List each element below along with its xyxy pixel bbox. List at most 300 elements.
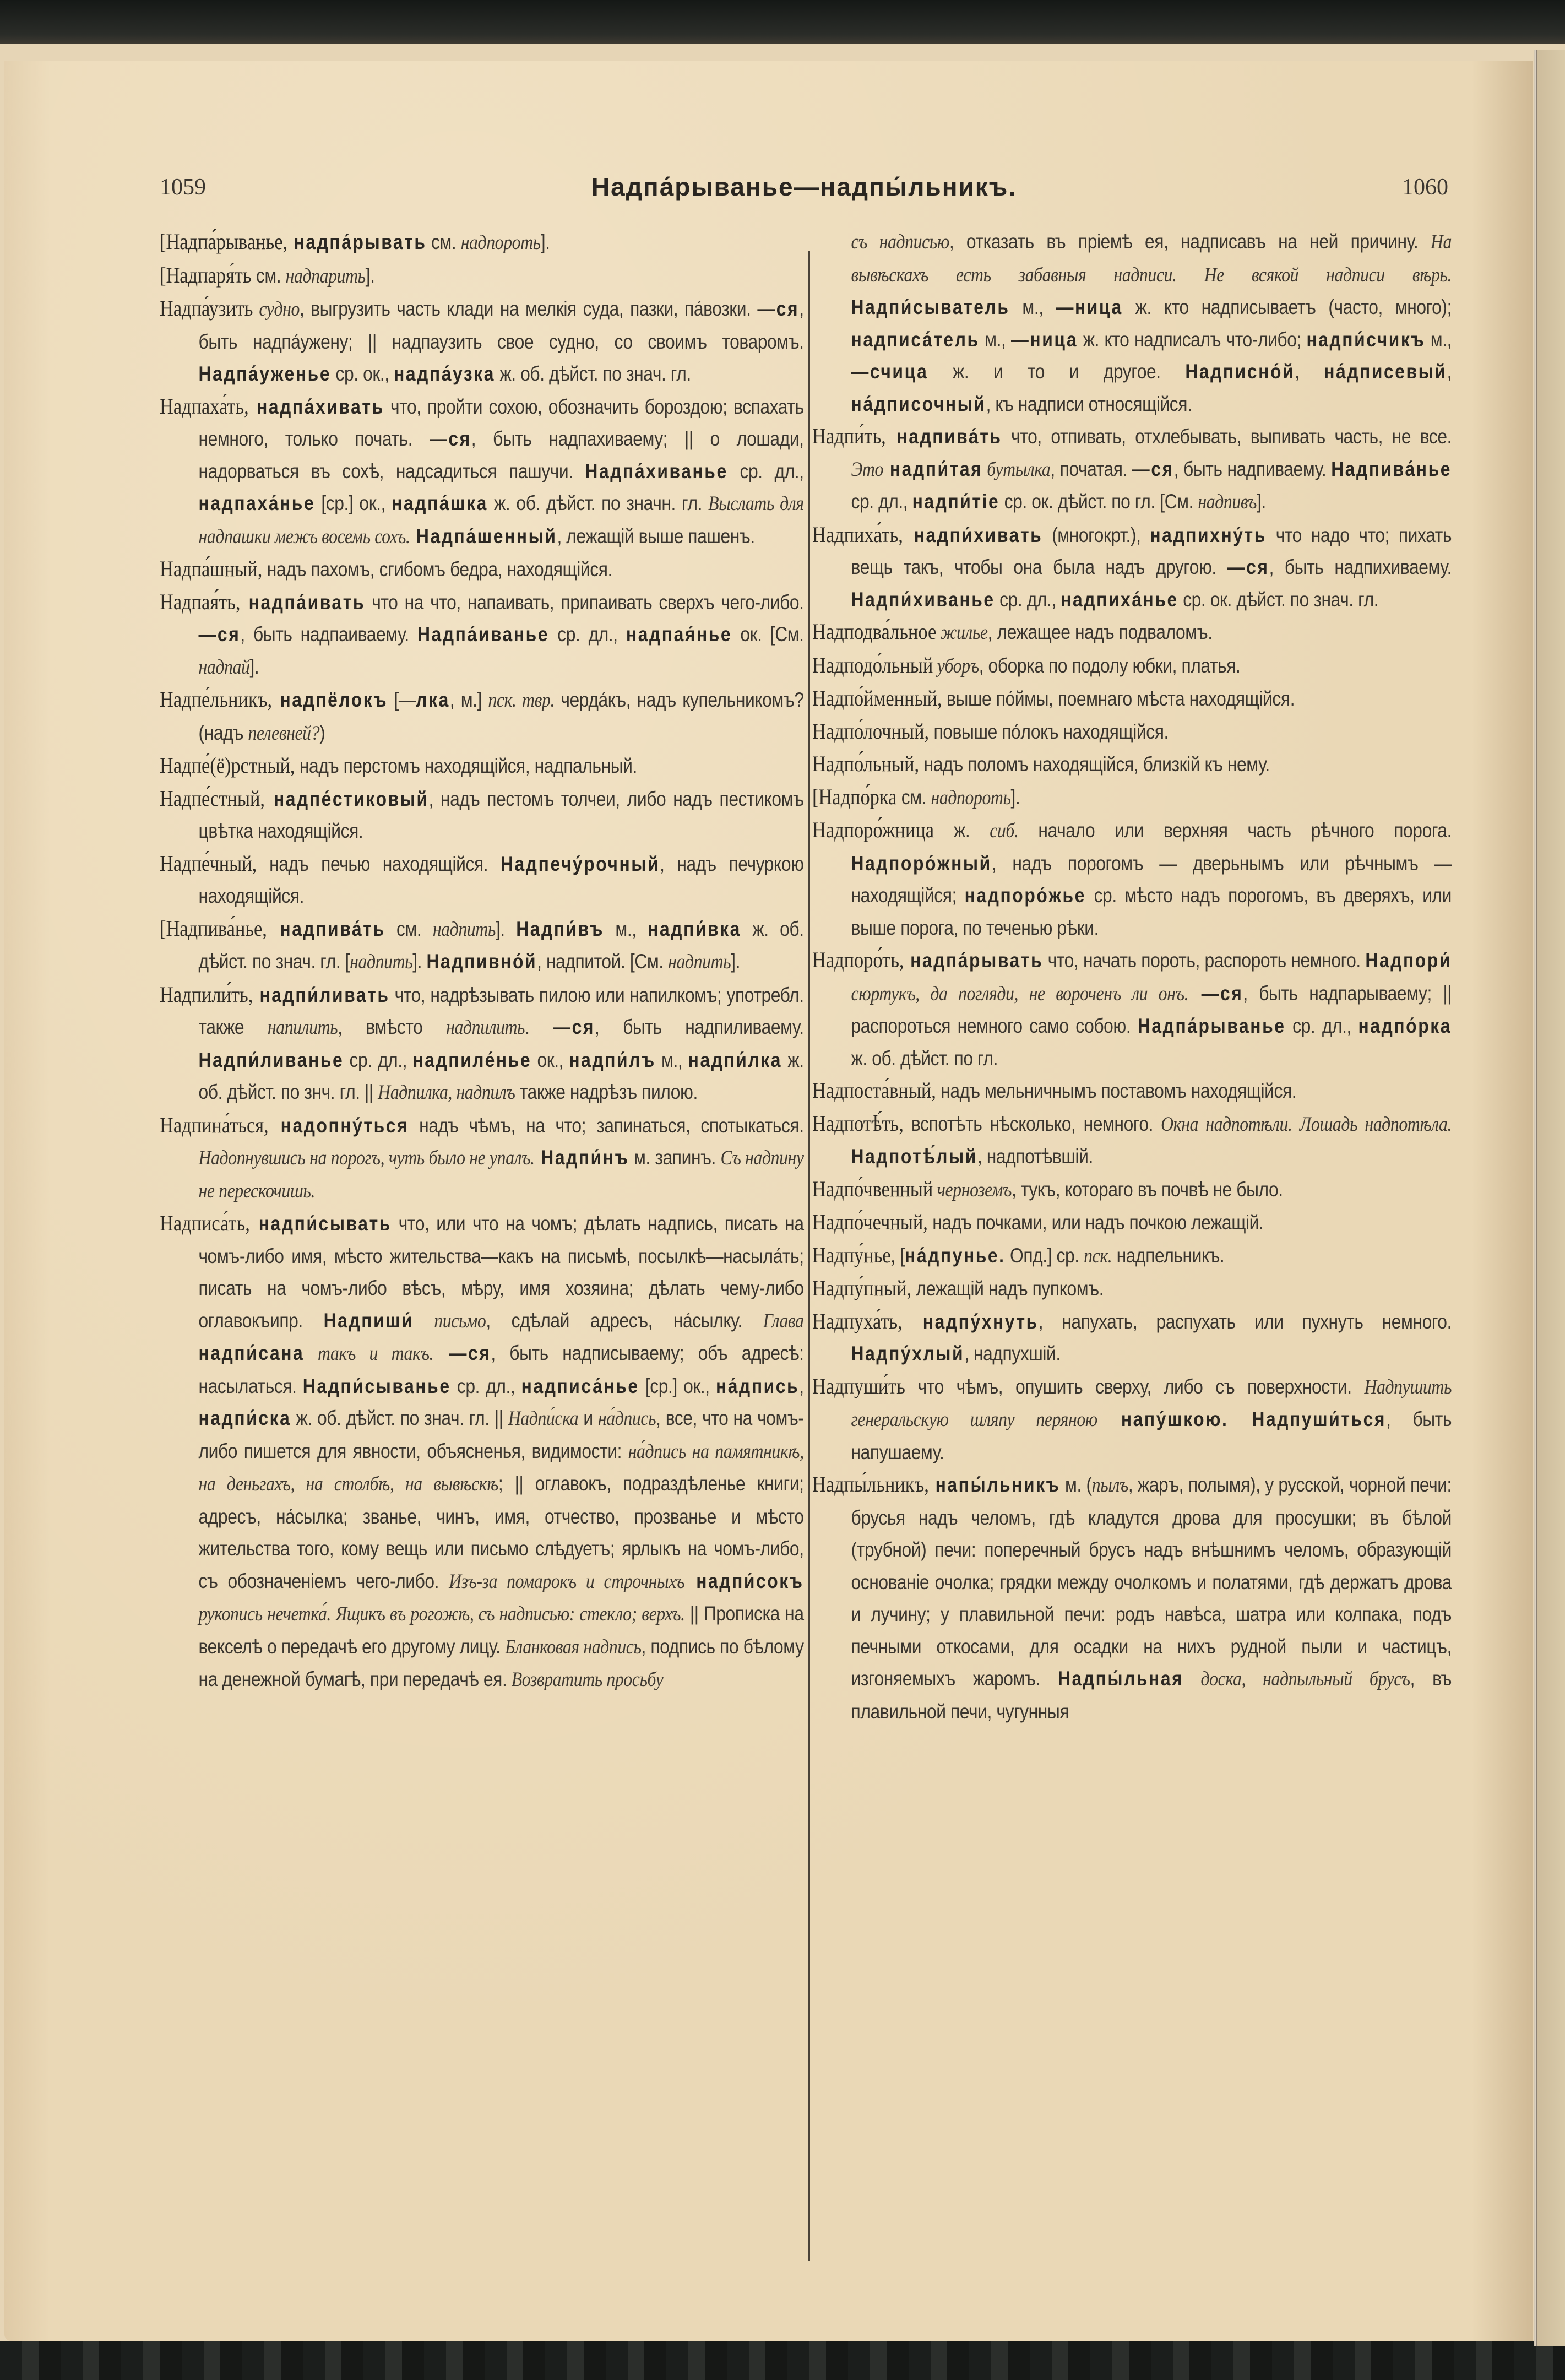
italic-example: Бланковая надпись xyxy=(505,1635,642,1658)
dictionary-entry xyxy=(160,913,804,979)
definition-text: , подпись по бѣлому на денежной бумагѣ, при передачѣ ея. xyxy=(198,1635,804,1690)
entry-headword: Надподва́льное xyxy=(812,619,937,644)
bold-form: надписа́тель xyxy=(851,328,980,351)
bold-form: напы́льникъ xyxy=(928,1473,1061,1496)
definition-text: м., xyxy=(655,1048,688,1071)
bold-form: надпа́шка xyxy=(392,492,488,514)
definition-text: надъ печью находящійся. xyxy=(257,852,501,875)
bold-form: надпи́тіе xyxy=(912,490,1000,513)
italic-example: судно xyxy=(253,298,300,321)
definition-text: ж. об. дѣйст. по знач. гл. [ xyxy=(198,917,804,973)
italic-example: Выслать для надпашки межъ восемь сохъ. xyxy=(198,492,804,548)
dictionary-entry xyxy=(812,649,1452,683)
bold-form: надопну́ться xyxy=(268,1114,409,1137)
bold-form: надписа́нье xyxy=(521,1374,639,1397)
bold-form: надпу́хнуть xyxy=(902,1310,1039,1333)
definition-text: начало или верхняя часть рѣчного порога. xyxy=(1018,819,1452,842)
entry-headword: [Надпаря́ть xyxy=(160,262,252,288)
bold-form: надпо́рка xyxy=(1358,1015,1452,1037)
entry-headword: Надписа́ть, xyxy=(160,1211,250,1235)
page-number-left: 1059 xyxy=(160,175,206,200)
italic-example: надпить xyxy=(432,918,496,941)
definition-text: что, начать пороть, распороть немного. xyxy=(1043,949,1366,972)
italic-example: Надпилка, надпилъ xyxy=(378,1081,515,1104)
entry-headword: [Надпо́рка xyxy=(812,784,897,809)
italic-example: сиб. xyxy=(990,820,1019,842)
definition-text: см. xyxy=(896,785,931,809)
bold-form: надпа́рывать xyxy=(287,231,427,253)
bold-form: надпи́лка xyxy=(688,1048,782,1071)
dictionary-entry xyxy=(812,682,1452,715)
definition-text: надъ перстомъ находящійся, надпальный. xyxy=(295,755,637,777)
italic-example: уборъ xyxy=(933,654,979,677)
bold-form: Надпоро́жный xyxy=(851,852,992,875)
definition-text: , быть напушаему. xyxy=(851,1408,1452,1463)
definition-text: надпельникъ. xyxy=(1112,1244,1225,1267)
dictionary-entry xyxy=(160,226,804,259)
definition-text: ]. xyxy=(365,264,375,287)
bold-form: Надпотѣ́лый xyxy=(851,1145,977,1168)
bold-form: Надпиши́ xyxy=(323,1309,414,1332)
bold-form: надпи́тая xyxy=(883,457,983,480)
definition-text: , надпотѣвшій. xyxy=(977,1145,1093,1168)
definition-text: ок. [См. xyxy=(732,623,804,646)
entry-headword: Надпуши́ть xyxy=(812,1373,905,1398)
definition-text: см. xyxy=(426,231,461,253)
italic-example: съ надписью xyxy=(851,231,949,253)
bold-form: надпива́ть xyxy=(885,425,1002,448)
entry-headword: Надпотѣ́ть, xyxy=(812,1110,904,1136)
definition-text: надъ пахомъ, сгибомъ бедра, находящійся. xyxy=(262,558,612,581)
definition-text: , лежащее надъ подваломъ. xyxy=(987,621,1213,643)
italic-example: надпить xyxy=(668,951,731,973)
dictionary-entry xyxy=(812,420,1452,519)
bold-form: на́дписевый xyxy=(1324,360,1447,383)
definition-text: ср. мѣсто надъ порогомъ, въ дверяхъ, или выше порога, по теченью рѣки. xyxy=(851,884,1452,939)
definition-text: ср. дл., xyxy=(344,1048,413,1071)
bold-form: Надпи́сыватель xyxy=(851,296,1010,318)
definition-text: м., xyxy=(604,917,648,940)
italic-example: надпороть xyxy=(931,786,1011,809)
italic-example: жилье xyxy=(936,621,988,644)
entry-headword: Надпу́нье, xyxy=(812,1242,896,1267)
italic-example: надпилить xyxy=(446,1016,525,1039)
italic-example: Окна надпотѣли. Лошадь надпотѣла. xyxy=(1161,1113,1452,1136)
definition-text: повыше по́локъ находящійся. xyxy=(929,720,1169,743)
definition-text: вспотѣть нѣсколько, немного. xyxy=(903,1112,1161,1135)
bold-form: надпоро́жье xyxy=(964,884,1086,907)
entry-headword: Надпа́узить xyxy=(160,296,253,321)
definition-text: , отказать въ пріемѣ ея, надписавъ на ней причину. xyxy=(949,230,1431,253)
bold-form: надпихну́ть xyxy=(1150,523,1267,546)
definition-text: ; || оглавокъ, подраздѣленье книги; адресъ, на́сылка; званье, чинъ, имя, отчество, прозванье и мѣсто жительства того, кому вещь или письмо слѣдуетъ; ярлыкъ на чомъ-либо, съ обозначеніемъ чего-либо. xyxy=(198,1472,804,1592)
italic-example: На вывѣскахъ есть забавныя надписи. Не всякой надписи вѣрь. xyxy=(851,231,1452,286)
bold-form: напу́шкою. xyxy=(1097,1408,1229,1430)
bold-form: —счица xyxy=(851,360,928,383)
definition-text: , быть надпахиваему; || о лошади, надорваться въ сохѣ, надсадиться пашучи. xyxy=(198,427,804,482)
bold-form: Надпа́рыванье xyxy=(1137,1015,1286,1037)
bold-form: Надпа́иванье xyxy=(417,623,550,646)
definition-text: м., xyxy=(979,328,1012,351)
italic-example: надпороть xyxy=(460,231,541,254)
definition-text: , сдѣлай адресъ, на́сылку. xyxy=(486,1309,763,1332)
definition-text: ]. xyxy=(495,917,517,940)
definition-text: м. ( xyxy=(1060,1473,1092,1496)
entry-headword: Надпа́шный, xyxy=(160,556,263,581)
bold-form: на́дпунье. xyxy=(905,1244,1006,1267)
definition-text: м. запинъ. xyxy=(629,1146,721,1169)
definition-text: что, отпивать, отхлебывать, выпивать часть, не все. xyxy=(1002,425,1452,448)
definition-text: ]. xyxy=(412,950,427,973)
italic-example: сюртукъ, да погляди, не вороченъ ли онъ. xyxy=(851,982,1189,1005)
bold-form: надпива́ть xyxy=(267,917,385,940)
dictionary-entry xyxy=(812,519,1452,616)
italic-example: доска, надпыльный брусъ xyxy=(1183,1668,1410,1690)
definition-text: ж. об. дѣйст. по знач. гл. xyxy=(495,362,691,385)
definition-text: ср. дл., xyxy=(851,490,912,513)
definition-text: что на что, напаивать, припаивать сверхъ чего-либо. xyxy=(365,590,804,614)
dictionary-entry xyxy=(812,1239,1452,1273)
definition-text: ср. дл., xyxy=(1285,1015,1358,1037)
definition-text: , быть надпиваему. xyxy=(1173,457,1332,480)
bold-form: Надпы́льная xyxy=(1057,1667,1184,1690)
bold-form: Надписно́й xyxy=(1185,360,1295,383)
definition-text: ср. ок., xyxy=(331,362,394,385)
scan-background-top xyxy=(0,0,1565,50)
definition-text: , быть надпаиваему. xyxy=(240,623,418,646)
scan-background-bottom xyxy=(0,2341,1565,2380)
italic-example: Изъ-за помарокъ и строчныхъ xyxy=(449,1570,685,1593)
definition-text: см. xyxy=(385,917,433,940)
italic-example: письмо xyxy=(414,1309,486,1332)
bold-form: —ся xyxy=(757,297,800,320)
definition-text: . xyxy=(525,1016,553,1038)
italic-example: надпить xyxy=(350,951,413,973)
bold-form: надпи́хивать xyxy=(903,523,1043,546)
definition-text: (многокрт.), xyxy=(1042,523,1150,546)
italic-example: рукопись нечетка́. Ящикъ въ рогожѣ, съ надписью: стекло; верхъ. xyxy=(198,1603,685,1625)
definition-text: что надо что; пихать вещь такъ, чтобы она была надъ другою. xyxy=(851,523,1452,578)
definition-text: что, надрѣзывать пилою или напилкомъ; употребл. также xyxy=(198,983,804,1038)
definition-text: , быть надпарываему; || распороться немного само собою. xyxy=(851,982,1452,1037)
dictionary-entry xyxy=(160,1109,804,1208)
bold-form: лка xyxy=(416,688,450,711)
entry-headword: Надпиха́ть, xyxy=(812,522,903,547)
bold-form: надпая́нье xyxy=(626,623,732,646)
definition-text: ]. xyxy=(249,655,259,678)
dictionary-entry xyxy=(160,391,804,554)
definition-text: что, или что на чомъ; дѣлать надпись, писать на чомъ-либо имя, мѣсто жительства—какъ на письмѣ, посылкѣ—насыла́ть; писать на чомъ-либо вѣсъ, мѣру, имя хозяина; дѣлать чему-либо оглавокъипр. xyxy=(198,1212,804,1332)
definition-text: ж. кто надписываетъ (часто, много); xyxy=(1122,296,1452,318)
italic-example: Надпи́ска xyxy=(508,1407,579,1430)
italic-example: пск. xyxy=(1084,1244,1112,1267)
definition-text: , быть надпиливаему. xyxy=(595,1016,804,1038)
bold-form: Надпа́шенный xyxy=(410,524,557,547)
definition-text: лежащій надъ пупкомъ. xyxy=(911,1277,1104,1300)
definition-text: также надрѣзъ пилою. xyxy=(515,1081,698,1103)
dictionary-entry xyxy=(812,1173,1452,1207)
bold-form: Надпи́сыванье xyxy=(302,1374,451,1397)
dictionary-entry xyxy=(812,1108,1452,1173)
definition-text: см. xyxy=(251,264,286,287)
definition-text: , xyxy=(1295,360,1324,383)
definition-text: , початая. xyxy=(1050,457,1132,480)
definition-text: , къ надписи относящійся. xyxy=(986,392,1192,415)
bold-form: Надпи́нъ xyxy=(534,1146,629,1169)
definition-text: ]. xyxy=(540,231,550,253)
definition-text: и xyxy=(578,1407,598,1429)
bold-form: Надпивно́й xyxy=(426,950,537,973)
bold-form: надпиле́нье xyxy=(412,1048,532,1071)
definition-text: ]. xyxy=(1010,785,1020,809)
bold-form: Надпива́нье xyxy=(1331,457,1452,480)
bold-form: на́дписочный xyxy=(851,392,986,415)
definition-text: ср. дл., xyxy=(995,588,1061,611)
bold-form: надпиха́нье xyxy=(1061,588,1178,611)
definition-text: , тукъ, котораго въ почвѣ не было. xyxy=(1012,1178,1283,1201)
definition-text: , въ плавильной печи, чугунныя xyxy=(851,1667,1452,1723)
bold-form: —ся xyxy=(1227,556,1269,578)
entry-headword: Надпина́ться, xyxy=(160,1112,269,1137)
dictionary-entry xyxy=(160,684,804,750)
definition-text: ок., xyxy=(531,1048,569,1071)
italic-example: пылъ xyxy=(1091,1474,1128,1497)
entry-headword: Надпуха́ть, xyxy=(812,1308,903,1333)
italic-example: надпивъ xyxy=(1198,491,1257,513)
definition-text: , все, что на чомъ-либо пишется для явности, объясненья, видимости: xyxy=(198,1407,804,1462)
bold-form: Надпечу́рочный xyxy=(500,852,660,875)
entry-headword: Надпе́стный, xyxy=(160,785,265,811)
definition-text: [ср.] ок., xyxy=(315,492,392,514)
definition-text: , быть надпа́уженy; || надпаузить свое судно, со своимъ товаромъ. xyxy=(198,297,804,353)
entry-headword: Надпо́йменный, xyxy=(812,686,942,711)
italic-example: на́дпись на памятникѣ, на деньгахъ, на столбѣ, на вывѣскѣ xyxy=(198,1440,804,1495)
bold-form: —ся xyxy=(433,1342,491,1364)
dictionary-entry xyxy=(160,259,804,293)
definition-text: выше по́ймы, поемнаго мѣста находящійся. xyxy=(942,687,1295,710)
italic-example: Глава xyxy=(763,1309,804,1332)
italic-example: на́дпись xyxy=(597,1407,656,1430)
bold-form: Надпи́ливанье xyxy=(198,1048,344,1071)
italic-example: пск. твр. xyxy=(488,689,555,712)
dictionary-entry xyxy=(812,226,1452,420)
bold-form: надпа́ивать xyxy=(240,590,366,614)
definition-text: , лежащій выше пашенъ. xyxy=(557,524,755,547)
definition-text: , м.] xyxy=(449,688,488,711)
bold-form: надпи́ска xyxy=(198,1407,291,1429)
entry-headword: Надпоро́ть, xyxy=(812,947,904,972)
definition-text: черда́къ, надъ купельникомъ? (надъ xyxy=(198,688,804,744)
entry-headword: Надпо́льный, xyxy=(812,751,920,776)
definition-text: м., xyxy=(1009,296,1056,318)
definition-text: ]. xyxy=(731,950,740,973)
definition-text: ]. xyxy=(1256,490,1266,513)
entry-headword: [Надпа́рыванье, xyxy=(160,229,288,254)
bold-form: Надпи́хиванье xyxy=(851,588,995,611)
page-gutter xyxy=(1534,50,1537,2346)
definition-text: надъ почками, или надъ почкою лежащій. xyxy=(927,1211,1264,1234)
definition-text: , оборка по подолу юбки, платья. xyxy=(979,654,1241,677)
dictionary-entry xyxy=(160,783,804,848)
italic-example: Это xyxy=(851,458,883,481)
definition-text: , быть надпихиваему. xyxy=(1269,556,1452,578)
definition-text: , надпухшій. xyxy=(964,1342,1061,1365)
italic-example: Возвратить просьбу xyxy=(511,1668,664,1691)
definition-text: , жаръ, полымя), у русской, чорной печи: брусья надъ челомъ, гдѣ кладутся дрова для просушки; въ бѣлой (трубной) печи: поперечный брусъ надъ внѣшнимъ челомъ, образующій основаніе очолка; грядки между очолкомъ и полатями, гдѣ держатъ дрова и лучину; у плавильной печи: родъ навѣса, шатра или колпака, подъ печными откосами, для осадки на нихъ рудной пыли и частицъ, изгоняемыхъ жаромъ. xyxy=(851,1473,1452,1690)
bold-form: —ся xyxy=(1132,457,1174,480)
definition-text: , надпитой. [См. xyxy=(537,950,669,973)
definition-text: Опд.] ср. xyxy=(1005,1244,1084,1267)
dictionary-entry xyxy=(812,781,1452,815)
entry-headword: Надпе́чный, xyxy=(160,850,257,876)
bold-form: надпёлокъ xyxy=(272,688,388,711)
running-title: Надпа́рыванье—надпы́льникъ. xyxy=(591,172,1017,201)
dictionary-entry xyxy=(160,553,804,586)
definition-text: [ср.] ок., xyxy=(639,1374,716,1397)
definition-text: [ xyxy=(895,1244,905,1267)
italic-example: надпарить xyxy=(285,264,366,288)
bold-form: надпаха́нье xyxy=(198,492,316,514)
definition-text: надъ чѣмъ, на что; запинаться, спотыкаться. xyxy=(409,1114,804,1137)
column-divider xyxy=(808,251,810,2261)
entry-headword: Надпе́(ё)рстный, xyxy=(160,753,295,778)
definition-text: , надъ порогомъ — дверьнымъ или рѣчнымъ — находящійся; xyxy=(851,852,1452,907)
italic-example: черноземъ xyxy=(933,1178,1012,1201)
bold-form: надпи́сывать xyxy=(249,1212,392,1235)
definition-text: что чѣмъ, опушить сверху, либо съ поверхности. xyxy=(905,1375,1365,1398)
italic-example: надпай xyxy=(198,655,250,679)
entry-headword: Надпо́чечный, xyxy=(812,1210,928,1234)
definition-text: ср. ок. дѣйст. по знач. гл. xyxy=(1178,588,1379,611)
bold-form: на́дпись xyxy=(715,1374,800,1397)
italic-example: Надпушить генеральскую шляпу перяною xyxy=(851,1375,1452,1431)
dictionary-entry xyxy=(812,748,1452,781)
definition-text: , вмѣсто xyxy=(338,1016,447,1038)
definition-text: , надъ пестомъ толчеи, либо надъ пестикомъ цвѣтка находящійся. xyxy=(198,787,804,842)
dictionary-entry xyxy=(160,979,804,1109)
italic-example: Съ надпину не перескочишь. xyxy=(198,1147,804,1202)
bold-form: надпи́сана xyxy=(198,1342,305,1364)
bold-form: Надпа́хиванье xyxy=(585,459,728,482)
bold-form: Надпори́ xyxy=(1365,949,1452,972)
dictionary-entry xyxy=(812,1206,1452,1239)
entry-headword: Надпоро́жница xyxy=(812,817,934,842)
entry-headword: Надпая́ть, xyxy=(160,589,241,614)
bold-form: надпи́лъ xyxy=(569,1048,656,1071)
dictionary-entry xyxy=(812,1370,1452,1469)
entry-headword: Надпу́пный, xyxy=(812,1276,912,1300)
dictionary-entry xyxy=(812,1272,1452,1305)
dictionary-entry xyxy=(812,814,1452,944)
dictionary-entry xyxy=(812,1305,1452,1370)
bold-form: Надпа́уженье xyxy=(198,362,332,385)
entry-headword: Надпи́ть, xyxy=(812,424,886,448)
entry-headword: Надпоста́вный, xyxy=(812,1078,936,1103)
entry-headword: Надпо́лочный, xyxy=(812,718,930,744)
definition-text: || Прописка на векселѣ о передачѣ его другому лицу. xyxy=(198,1602,804,1658)
bold-form: надпа́узка xyxy=(394,362,496,385)
definition-text: ж. кто надписалъ что-либо; xyxy=(1078,328,1307,351)
definition-text: ж. и то и другое. xyxy=(928,360,1186,383)
definition-text: ж. об. дѣйст. по значн. гл. xyxy=(487,492,709,514)
bold-form: —ница xyxy=(1056,296,1123,318)
definition-text: , xyxy=(1447,360,1452,383)
bold-form: —ница xyxy=(1011,328,1078,351)
definition-text: ) xyxy=(319,721,325,744)
italic-example: Надопнувшись на порогъ, чуть было не упалъ. xyxy=(198,1147,535,1169)
page-header xyxy=(160,172,1448,205)
bold-form: Надпу́хлый xyxy=(851,1342,965,1365)
bold-form: надпи́ливать xyxy=(253,983,390,1006)
definition-text: ж. об. дѣйст. по знч. гл. || xyxy=(198,1048,804,1103)
definition-text: , xyxy=(799,1374,804,1397)
entry-headword: [Надпива́нье, xyxy=(160,915,267,941)
definition-text: надъ мельничнымъ поставомъ находящійся. xyxy=(936,1080,1297,1102)
right-column xyxy=(812,226,1452,1728)
entry-headword: Надподо́льный xyxy=(812,652,933,677)
definition-text: надъ поломъ находящійся, близкій къ нему. xyxy=(919,753,1270,776)
bold-form: —ся xyxy=(553,1016,595,1038)
bold-form: надпи́сокъ xyxy=(684,1569,804,1592)
bold-form: надпа́рывать xyxy=(904,949,1044,972)
dictionary-entry xyxy=(160,848,804,913)
definition-text: , быть надписываему; объ адресѣ: насылаться. xyxy=(198,1342,804,1397)
definition-text: , надъ печуркою находящійся. xyxy=(198,852,804,907)
dictionary-entry xyxy=(160,586,804,684)
italic-example: пелевней? xyxy=(248,722,320,745)
entry-headword: Надпы́льникъ, xyxy=(812,1472,929,1497)
definition-text: м., xyxy=(1425,328,1452,351)
bold-form: надпи́счикъ xyxy=(1306,328,1426,351)
definition-text: ср. дл., xyxy=(549,623,626,646)
dictionary-entry xyxy=(812,616,1452,649)
definition-text: ж. об. дѣйст. по гл. xyxy=(851,1047,998,1070)
definition-text: ср. ок. дѣйст. по гл. [См. xyxy=(999,490,1198,513)
dictionary-entry xyxy=(160,750,804,783)
definition-text: ср. дл., xyxy=(727,459,804,482)
bold-form: надпи́вка xyxy=(648,917,741,940)
definition-text: [— xyxy=(388,688,416,711)
dictionary-entry xyxy=(812,1075,1452,1108)
dictionary-entry xyxy=(160,292,804,391)
bold-form: Надпи́въ xyxy=(516,917,604,940)
dictionary-entry xyxy=(812,1468,1452,1728)
dictionary-entry xyxy=(812,715,1452,749)
entry-headword: Надпо́чвенный xyxy=(812,1176,933,1201)
italic-example: такъ и такъ. xyxy=(304,1342,434,1365)
left-column xyxy=(160,226,804,1696)
bold-form: Надпуши́ться xyxy=(1228,1408,1387,1430)
entry-headword: Надпили́ть, xyxy=(160,982,253,1007)
definition-text: ср. дл., xyxy=(450,1374,521,1397)
bold-form: надпа́хивать xyxy=(248,395,384,418)
definition-text: ж. об. дѣйст. по знач. гл. || xyxy=(291,1407,508,1429)
definition-text: , выгрузить часть клади на мелкія суда, пазки, па́возки. xyxy=(299,297,758,320)
next-page-edge xyxy=(1537,50,1565,2346)
entry-headword: Надпаха́ть, xyxy=(160,393,249,419)
bold-form: —ся xyxy=(198,623,241,646)
dictionary-entry xyxy=(160,1207,804,1696)
definition-text: что, пройти сохою, обозначить бороздою; вспахать немного, только почать. xyxy=(198,395,804,450)
definition-text: , напухать, распухать или пухнуть немного. xyxy=(1038,1310,1452,1333)
definition-text: ж. xyxy=(934,819,990,842)
italic-example: бутылка xyxy=(982,458,1051,481)
dictionary-entry xyxy=(812,944,1452,1075)
bold-form: —ся xyxy=(1188,982,1243,1005)
bold-form: —ся xyxy=(429,427,471,450)
bold-form: надпе́стиковый xyxy=(264,787,429,810)
page-number-right: 1060 xyxy=(1402,175,1448,200)
